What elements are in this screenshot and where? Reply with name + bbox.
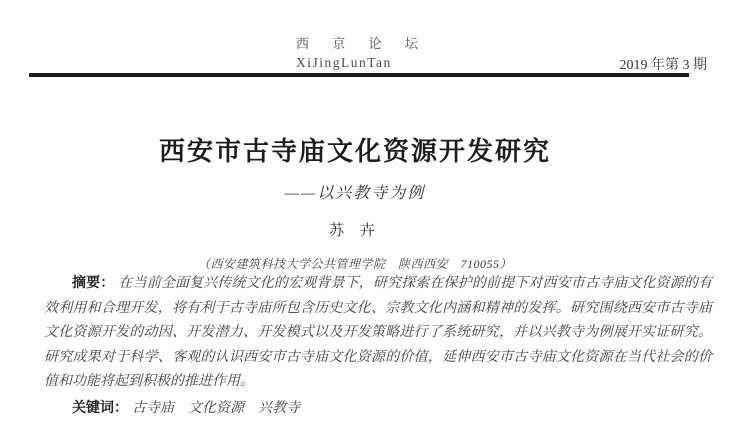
issue-info: 2019 年第 3 期 <box>619 58 707 73</box>
keywords-label: 关键词： <box>72 398 128 415</box>
header-divider-rule <box>29 73 689 77</box>
keywords-paragraph <box>44 395 712 422</box>
author-name: 苏 卉 <box>329 223 381 239</box>
paper-title: 西安市古寺庙文化资源开发研究 <box>158 137 551 166</box>
paper-subtitle: ——以兴教寺为例 <box>284 185 426 202</box>
title-block <box>25 131 685 272</box>
journal-masthead <box>296 33 428 71</box>
abstract-paragraph <box>44 270 712 395</box>
abstract-block <box>44 270 712 421</box>
keywords-text: 古寺庙 文化资源 兴教寺 <box>132 400 300 416</box>
journal-name-chinese: 西 京 论 坛 <box>296 36 428 51</box>
journal-name-pinyin: XiJingLunTan <box>296 55 392 70</box>
author-affiliation: （西安建筑科技大学公共管理学院 陕西西安 710055） <box>197 257 512 271</box>
abstract-text: 在当前全面复兴传统文化的宏观背景下，研究探索在保护的前提下对西安市古寺庙文化资源的有效利用和合理开发，将有利于古寺庙所包含历史文化、宗教文化内涵和精神的发挥。研究围绕西安市古寺庙文化资源开发的动因、开发潜力、开发模式以及开发策略进行了系统研究，并以兴教寺为例展开实证研究。研究成果对于科学、客观的认识西安市古寺庙文化资源的价值，延伸西安市古寺庙文化资源在当代社会的价值和功能将起到积极的推进作用。 <box>44 276 713 389</box>
abstract-label: 摘要： <box>72 274 115 290</box>
